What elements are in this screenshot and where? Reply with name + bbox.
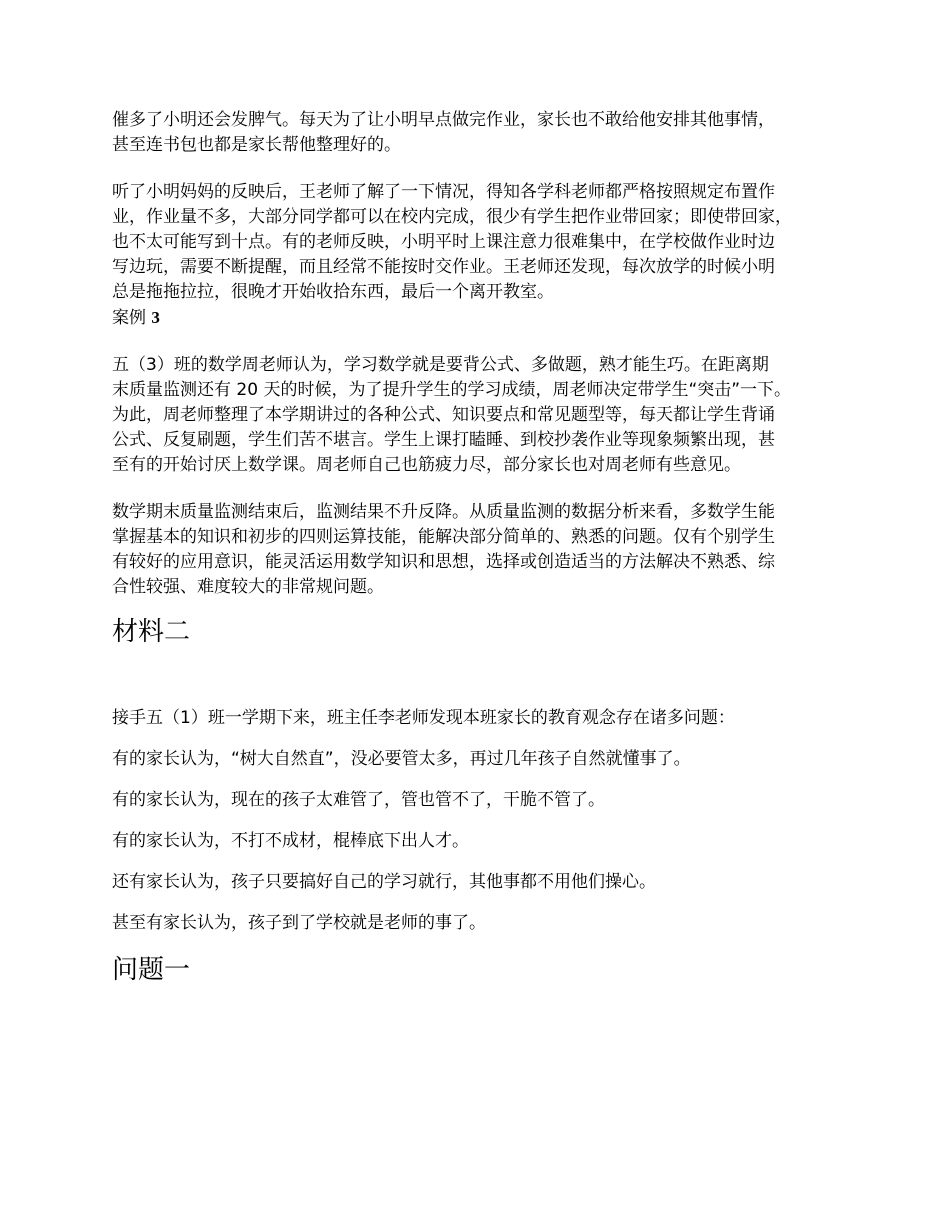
case-3-label-text: 案例 — [112, 308, 146, 328]
paragraph-xiaoming-temper: 催多了小明还会发脾气。每天为了让小明早点做完作业，家长也不敢给他安排其他事情， 甚至连书包也都是家长帮他整理好的。 — [112, 110, 775, 155]
paragraph-parent-view-1: 有的家长认为，“树大自然直”，没必要管太多，再过几年孩子自然就懂事了。 — [112, 749, 691, 769]
heading-material-2: 材料二 — [112, 617, 191, 647]
heading-question-1: 问题一 — [112, 955, 191, 985]
paragraph-parent-concepts-intro: 接手五（1）班一学期下来，班主任李老师发现本班家长的教育观念存在诸多问题： — [112, 708, 735, 728]
paragraph-teacher-wang-findings: 听了小明妈妈的反映后，王老师了解了一下情况，得知各学科老师都严格按照规定布置作 业，作业量不多，大部分同学都可以在校内完成，很少有学生把作业带回家；即使带回家， 也不太可能写到十点。有的老师反映，小明平时上课注意力很难集中，在学校做作业时边 写边玩，需要不断提醒，而且经常不能按时交作业。王老师还发现，每次放学的时候小明 总是拖拖拉拉，很晚才开始收拾东西，最后一个离开教室。 — [112, 182, 792, 302]
paragraph-exam-results: 数学期末质量监测结束后，监测结果不升反降。从质量监测的数据分析来看，多数学生能 掌握基本的知识和初步的四则运算技能，能解决部分简单的、熟悉的问题。仅有个别学生 有较好的应用意识，能灵活运用数学知识和思想，选择或创造适当的方法解决不熟悉、综 合性较强、难度较大的非常规问题。 — [112, 502, 775, 597]
paragraph-teacher-zhou-cramming: 五（3）班的数学周老师认为，学习数学就是要背公式、多做题，熟才能生巧。在距离期 末质量监测还有 20 天的时候，为了提升学生的学习成绩，周老师决定带学生“突击”一下。 为此，周老师整理了本学期讲过的各种公式、知识要点和常见题型等，每天都让学生背诵 公式、反复刷题，学生们苦不堪言。学生上课打瞌睡、到校抄袭作业等现象频繁出现，甚 至有的开始讨厌上数学课。周老师自己也筋疲力尽，部分家长也对周老师有些意见。 — [112, 355, 792, 475]
paragraph-parent-view-2: 有的家长认为，现在的孩子太难管了，管也管不了，干脆不管了。 — [112, 790, 605, 810]
paragraph-parent-view-4: 还有家长认为，孩子只要搞好自己的学习就行，其他事都不用他们操心。 — [112, 872, 656, 892]
document-page — [112, 108, 864, 986]
paragraph-parent-view-3: 有的家长认为，不打不成材，棍棒底下出人才。 — [112, 831, 469, 851]
case-3-number: 3 — [151, 308, 160, 327]
paragraph-parent-view-5: 甚至有家长认为，孩子到了学校就是老师的事了。 — [112, 913, 486, 933]
case-3-label — [112, 305, 864, 331]
